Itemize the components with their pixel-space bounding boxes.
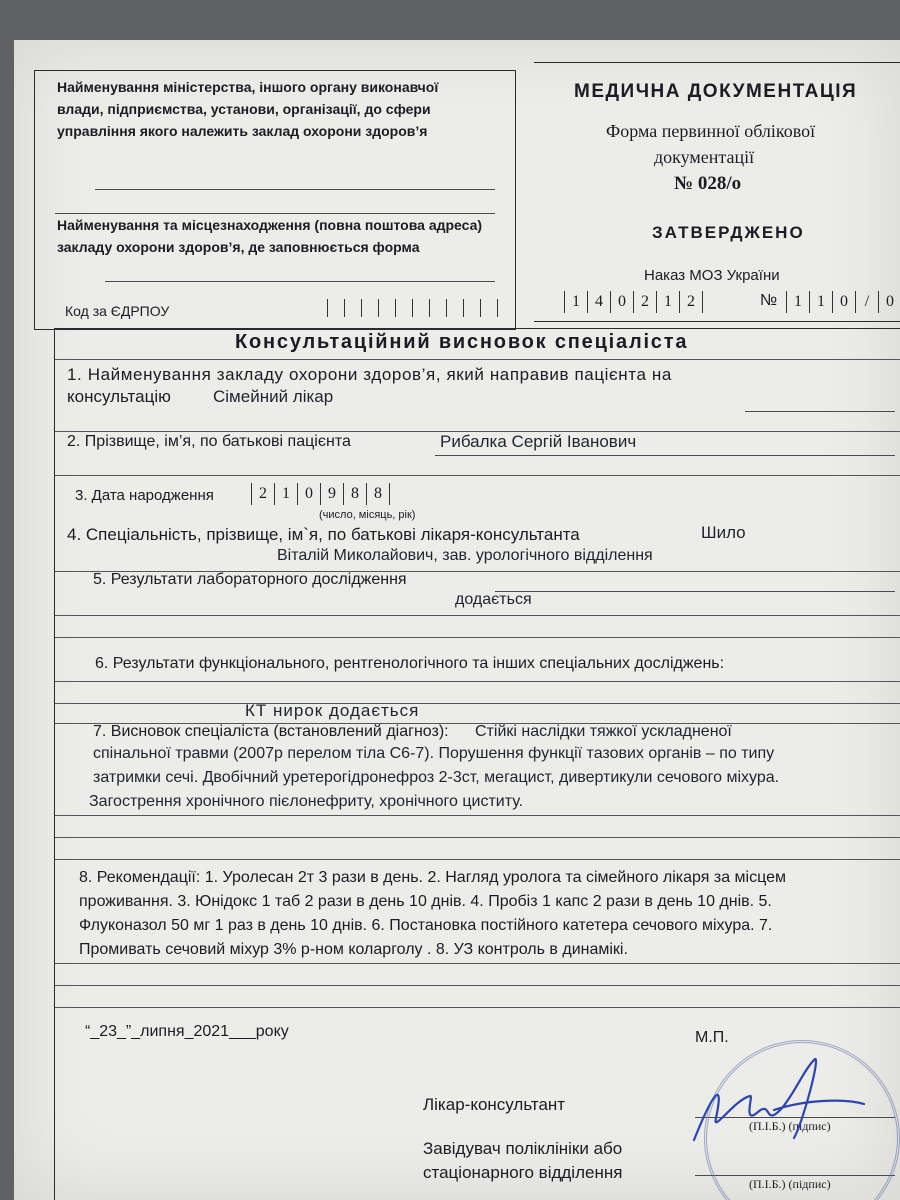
field6-label: 6. Результати функціонального, рентгенологічного та інших спеціальних досліджень: bbox=[95, 655, 725, 672]
order-date-cells bbox=[564, 291, 703, 313]
field1-label-line2: консультацію bbox=[67, 387, 171, 406]
birthdate-hint: (число, місяць, рік) bbox=[319, 509, 416, 521]
head-label-line2: стаціонарного відділення bbox=[423, 1163, 623, 1182]
field8-line3[interactable]: Флуконазол 50 мг 1 раз в день 10 днів. 6. Постановка постійного катетера сечового міхура. 7. bbox=[79, 917, 773, 934]
field1-label-line1: 1. Найменування закладу охорони здоров’я, який направив пацієнта на bbox=[67, 365, 672, 384]
order-no-digit: 1 bbox=[809, 291, 832, 313]
order-no-digit: 0 bbox=[832, 291, 855, 313]
order-no-cells bbox=[786, 291, 900, 313]
rule bbox=[55, 815, 900, 816]
rule bbox=[55, 615, 900, 616]
field2-fill-line[interactable] bbox=[435, 455, 895, 456]
consultant-label: Лікар-консультант bbox=[423, 1095, 566, 1114]
rule bbox=[55, 837, 900, 838]
ministry-label-line1: Найменування міністерства, іншого органу виконавчої bbox=[57, 79, 439, 95]
field2-label: 2. Прізвище, ім’я, по батькові пацієнта bbox=[67, 433, 351, 450]
order-date-digit: 1 bbox=[564, 291, 587, 313]
rule bbox=[55, 859, 900, 860]
seal-label: М.П. bbox=[695, 1029, 729, 1046]
birthdate-digit: 1 bbox=[274, 483, 297, 505]
signature-icon bbox=[654, 1030, 874, 1170]
order-no-sign: № bbox=[760, 292, 778, 309]
birthdate-digit: 9 bbox=[320, 483, 343, 505]
field8-line2[interactable]: проживання. 3. Юнідокс 1 таб 2 рази в день 10 днів. 4. Пробіз 1 капс 2 рази в день 10 днів. 5. bbox=[79, 893, 772, 910]
sign-hint-consultant: (П.І.Б.) (підпис) bbox=[749, 1119, 831, 1133]
field3-label: 3. Дата народження bbox=[75, 487, 214, 504]
order-no-digit: / bbox=[855, 291, 878, 313]
form-label-line2: документації bbox=[654, 147, 755, 167]
approved-label: ЗАТВЕРДЖЕНО bbox=[652, 223, 805, 242]
order-date-digit: 4 bbox=[587, 291, 610, 313]
rule bbox=[55, 359, 900, 360]
header-right-box bbox=[534, 62, 900, 322]
rule bbox=[55, 963, 900, 964]
facility-label-line2: закладу охорони здоров’я, де заповнюється форма bbox=[57, 239, 420, 255]
order-date-digit: 1 bbox=[656, 291, 679, 313]
rule bbox=[55, 681, 900, 682]
field5-value[interactable]: додається bbox=[455, 591, 532, 608]
field7-value-line3[interactable]: затримки сечі. Двобічний уретерогідронефроз 2-3ст, мегацист, дивертикули сечового міхура. bbox=[93, 769, 780, 786]
field5-label: 5. Результати лабораторного дослідження bbox=[93, 571, 407, 588]
med-doc-heading: МЕДИЧНА ДОКУМЕНТАЦІЯ bbox=[574, 81, 858, 102]
field8-line1[interactable]: 8. Рекомендації: 1. Уролесан 2т 3 рази в день. 2. Нагляд уролога та сімейного лікаря за місцем bbox=[79, 869, 786, 886]
header-left-box bbox=[34, 70, 516, 330]
field7-label: 7. Висновок спеціаліста (встановлений діагноз): bbox=[93, 723, 449, 740]
rule bbox=[55, 985, 900, 986]
order-date-digit: 2 bbox=[679, 291, 703, 313]
order-label: Наказ МОЗ України bbox=[644, 267, 780, 284]
edrpou-cells[interactable] bbox=[327, 299, 498, 317]
head-label-line1: Завідувач поліклініки або bbox=[423, 1139, 623, 1158]
field4-value-line1[interactable]: Шило bbox=[701, 523, 746, 542]
field5-fill-line[interactable] bbox=[495, 591, 895, 592]
ministry-fill-line[interactable] bbox=[95, 189, 495, 190]
form-number: № 028/о bbox=[674, 173, 742, 194]
field6-value[interactable]: КТ нирок додається bbox=[245, 701, 420, 720]
ministry-fill-line-2[interactable] bbox=[55, 213, 495, 214]
field2-value[interactable]: Рибалка Сергій Іванович bbox=[440, 432, 637, 451]
form-sheet bbox=[14, 40, 900, 1200]
sign-hint-head: (П.І.Б.) (підпис) bbox=[749, 1177, 831, 1191]
field4-value-line2[interactable]: Віталій Миколайович, зав. урологічного відділення bbox=[277, 547, 653, 564]
order-no-digit: 0 bbox=[878, 291, 900, 313]
field1-value[interactable]: Сімейний лікар bbox=[213, 387, 334, 406]
field4-label: 4. Спеціальність, прізвище, ім`я, по батькові лікаря-консультанта bbox=[67, 525, 580, 544]
field8-line4[interactable]: Промивать сечовий міхур 3% р-ном коларголу . 8. УЗ контроль в динамікі. bbox=[79, 941, 628, 958]
ministry-label-line3: управління якого належить заклад охорони здоров’я bbox=[57, 123, 428, 139]
rule bbox=[55, 637, 900, 638]
birthdate-digit: 8 bbox=[343, 483, 366, 505]
facility-fill-line[interactable] bbox=[105, 281, 495, 282]
ministry-label-line2: влади, підприємства, установи, організації, до сфери bbox=[57, 101, 431, 117]
edrpou-label: Код за ЄДРПОУ bbox=[65, 303, 170, 319]
birthdate-cells[interactable] bbox=[251, 483, 390, 505]
field7-value-line2[interactable]: спінальної травми (2007р перелом тіла С6-7). Порушення функції тазових органів – по типу bbox=[93, 745, 775, 762]
birthdate-digit: 8 bbox=[366, 483, 390, 505]
rule bbox=[55, 703, 900, 704]
birthdate-digit: 2 bbox=[251, 483, 274, 505]
field7-value-line4[interactable]: Загострення хронічного пієлонефриту, хронічного циститу. bbox=[89, 793, 524, 810]
birthdate-digit: 0 bbox=[297, 483, 320, 505]
field7-value-line1[interactable]: Стійкі наслідки тяжкої ускладненої bbox=[475, 723, 732, 740]
form-label-line1: Форма первинної облікової bbox=[606, 121, 816, 141]
document-date[interactable]: “_23_”_липня_2021___року bbox=[85, 1023, 289, 1040]
rule bbox=[55, 1007, 900, 1008]
order-date-digit: 2 bbox=[633, 291, 656, 313]
rule bbox=[55, 475, 900, 476]
order-no-digit: 1 bbox=[786, 291, 809, 313]
order-date-digit: 0 bbox=[610, 291, 633, 313]
form-title: Консультаційний висновок спеціаліста bbox=[235, 331, 689, 353]
facility-label-line1: Найменування та місцезнаходження (повна поштова адреса) bbox=[57, 217, 483, 233]
field1-fill-line[interactable] bbox=[745, 411, 895, 412]
